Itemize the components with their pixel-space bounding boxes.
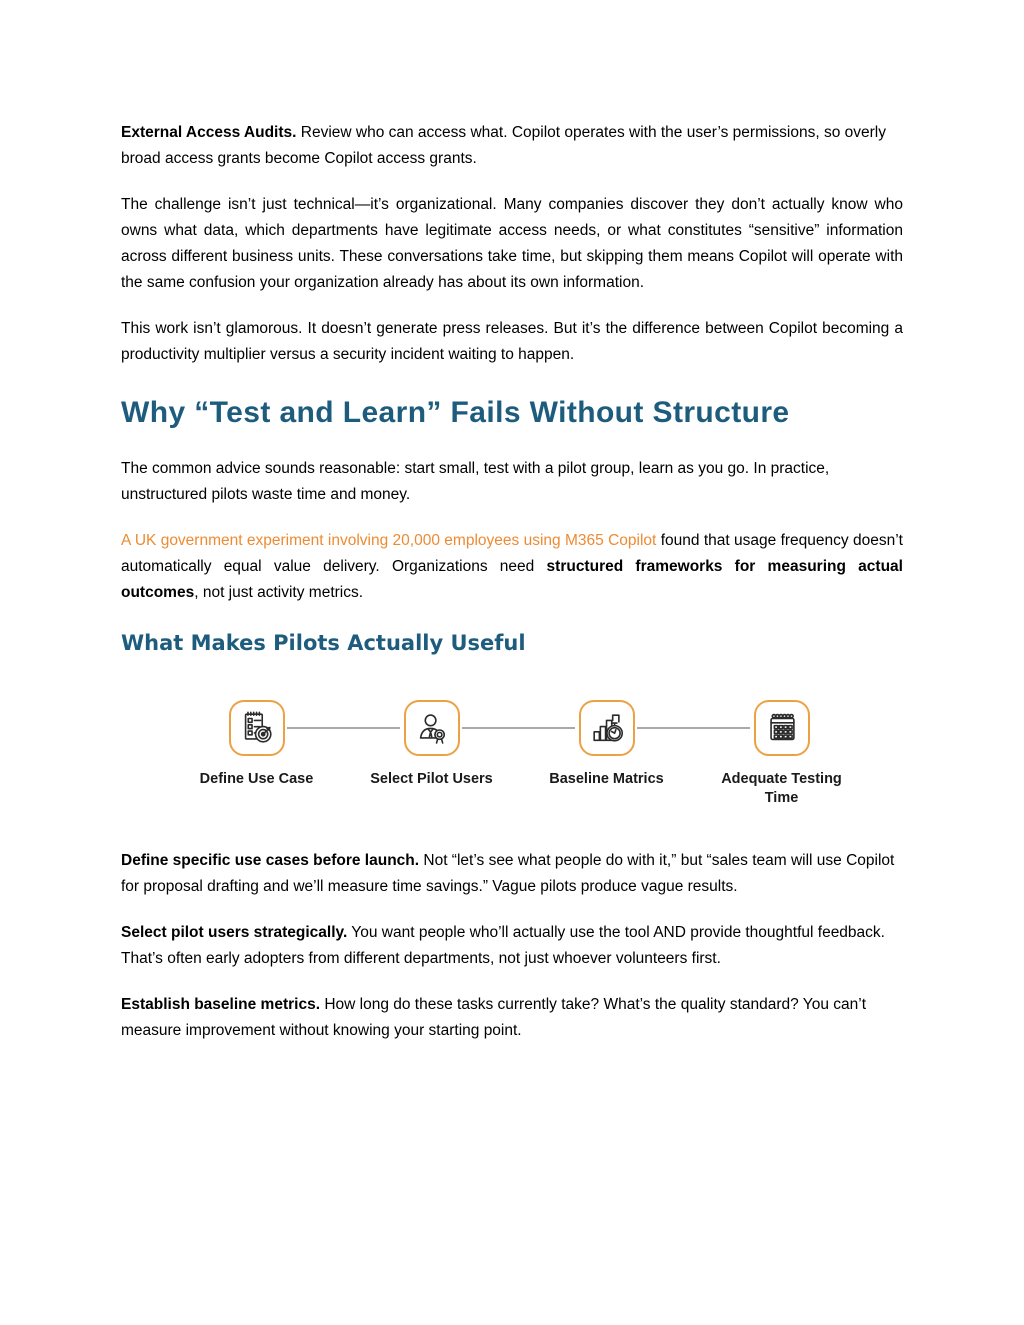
paragraph-lead-bold: External Access Audits. xyxy=(121,124,297,141)
paragraph-body-text: found that usage frequency doesn’t automatically equal value delivery. Organizations need xyxy=(121,532,903,575)
paragraph-body-text: Review who can access what. Copilot operates with the user’s permissions, so overly broad access grants become Copilot access grants. xyxy=(121,124,887,167)
icon-frame xyxy=(754,700,810,756)
paragraph-uk-experiment xyxy=(121,528,903,606)
paragraph-work-not-glamorous: This work isn’t glamorous. It doesn’t generate press releases. But it’s the difference between Copilot becoming a productivity multiplier versus a security incident waiting to happen. xyxy=(121,320,903,363)
paragraph-body-text: You want people who’ll actually use the tool AND provide thoughtful feedback. That’s often early adopters from different departments, not just whoever volunteers first. xyxy=(121,924,885,967)
paragraph-body-text: , not just activity metrics. xyxy=(194,584,364,601)
paragraph-common-advice: The common advice sounds reasonable: start small, test with a pilot group, learn as you go. In practice, unstructured pilots waste time and money. xyxy=(121,460,830,503)
icon-frame xyxy=(404,700,460,756)
step-select-pilot-users xyxy=(344,700,519,808)
paragraph-define-use-cases xyxy=(121,848,903,900)
step-label: Select Pilot Users xyxy=(370,771,493,787)
pilot-steps-graphic xyxy=(169,700,869,808)
step-label: Define Use Case xyxy=(199,771,314,787)
paragraph-establish-baseline-metrics xyxy=(121,992,903,1044)
uk-experiment-link[interactable]: A UK government experiment involving 20,000 employees using M365 Copilot xyxy=(121,532,657,549)
paragraph-lead-bold: Define specific use cases before launch. xyxy=(121,852,420,869)
step-adequate-testing-time xyxy=(694,700,869,808)
connector-line xyxy=(287,727,400,729)
connector-line xyxy=(462,727,575,729)
step-baseline-metrics xyxy=(519,700,694,808)
icon-frame xyxy=(229,700,285,756)
paragraph-body-text: Not “let’s see what people do with it,” but “sales team will use Copilot for proposal drafting and we’ll measure time savings.” Vague pilots produce vague results. xyxy=(121,852,895,895)
calendar-icon xyxy=(763,709,801,747)
paragraph-challenge-organizational: The challenge isn’t just technical—it’s organizational. Many companies discover they don’t actually know who owns what data, which departments have legitimate access needs, or what constitutes “sensitive” information across different business units. These conversations take time, but skipping them means Copilot will operate with the same confusion your organization already has about its own information. xyxy=(121,196,903,291)
step-label: Adequate Testing Time xyxy=(721,771,842,806)
paragraph-lead-bold: Establish baseline metrics. xyxy=(121,996,321,1013)
icon-frame xyxy=(579,700,635,756)
paragraph-select-pilot-users xyxy=(121,920,903,972)
step-define-use-case xyxy=(169,700,344,808)
person-badge-icon xyxy=(413,709,451,747)
heading-test-and-learn: Why “Test and Learn” Fails Without Structure xyxy=(121,396,790,429)
step-label: Baseline Matrics xyxy=(549,771,664,787)
paragraph-lead-bold: Select pilot users strategically. xyxy=(121,924,348,941)
bar-chart-stopwatch-icon xyxy=(588,709,626,747)
heading-what-makes-pilots-useful: What Makes Pilots Actually Useful xyxy=(121,631,526,655)
structured-frameworks-bold-text: structured frameworks for measuring actual outcomes xyxy=(121,558,903,601)
checklist-target-icon xyxy=(238,709,276,747)
connector-line xyxy=(637,727,750,729)
paragraph-body-text: How long do these tasks currently take? What’s the quality standard? You can’t measure improvement without knowing your starting point. xyxy=(121,996,866,1039)
paragraph-external-access-audits xyxy=(121,120,903,172)
